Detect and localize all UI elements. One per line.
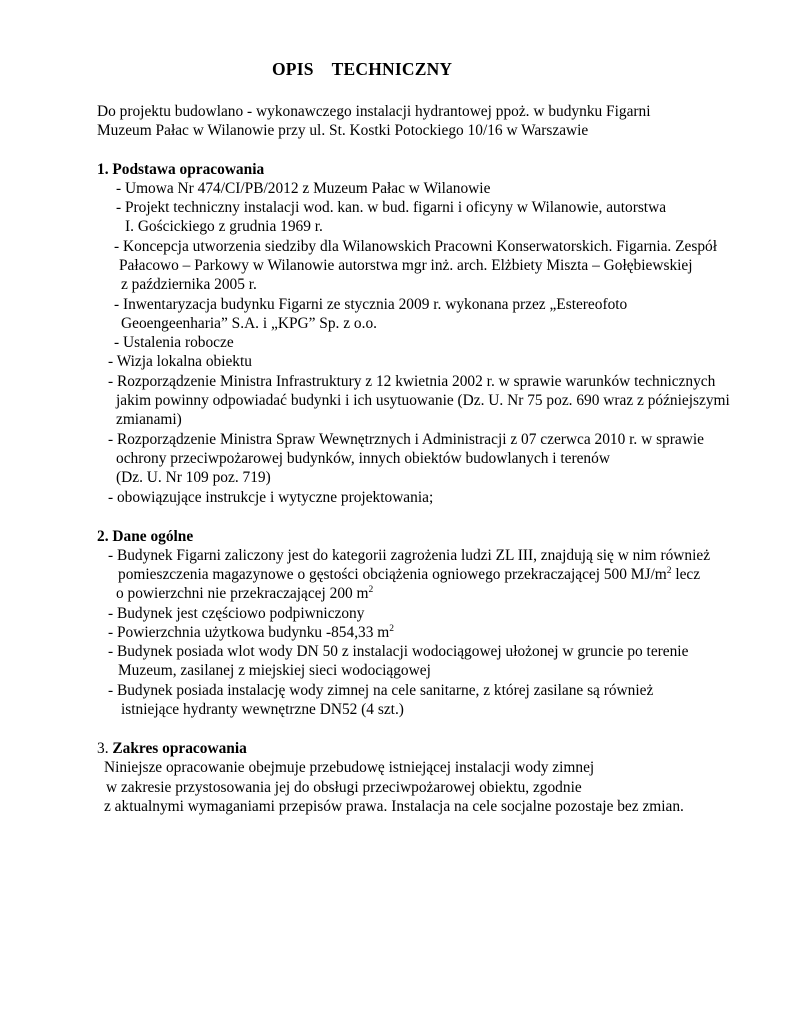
section-2-line: - Budynek posiada wlot wody DN 50 z instalacji wodociągowej ułożonej w gruncie po terenie [108,643,689,660]
section-2-line: - Budynek jest częściowo podpiwniczony [108,605,365,622]
section-1-heading: 1. Podstawa opracowania [97,161,265,178]
section-1-line: - obowiązujące instrukcje i wytyczne projektowania; [108,489,434,506]
section-1-line: - Umowa Nr 474/CI/PB/2012 z Muzeum Pałac w Wilanowie [116,180,491,197]
section-1-line: Geoengeenharia” S.A. i „KPG” Sp. z o.o. [121,315,378,332]
section-1-line: jakim powinny odpowiadać budynki i ich usytuowanie (Dz. U. Nr 75 poz. 690 wraz z późniejszymi [116,392,730,409]
intro-line-1: Do projektu budowlano - wykonawczego instalacji hydrantowej ppoż. w budynku Figarni [97,103,651,120]
section-1-line: - Ustalenia robocze [114,334,234,351]
section-1-line: zmianami) [116,411,182,428]
section-2-line: - Budynek posiada instalację wody zimnej na cele sanitarne, z której zasilane są również [108,682,654,699]
section-3-line: w zakresie przystosowania jej do obsługi przeciwpożarowej obiektu, zgodnie [106,779,582,796]
section-1-line: z października 2005 r. [121,276,257,293]
section-2-line: o powierzchni nie przekraczającej 200 $m^2$ [116,584,374,602]
intro-line-2: Muzeum Pałac w Wilanowie przy ul. St. Kostki Potockiego 10/16 w Warszawie [97,122,589,139]
section-2-line: - Budynek Figarni zaliczony jest do kategorii zagrożenia ludzi ZL III, znajdują się w nim również [108,547,711,564]
document-title: OPIS TECHNICZNY [272,59,453,79]
section-1-line: - Inwentaryzacja budynku Figarni ze stycznia 2009 r. wykonana przez „Estereofoto [114,296,628,313]
section-3-line: z aktualnymi wymaganiami przepisów prawa. Instalacja na cele socjalne pozostaje bez zmian. [104,798,684,815]
section-1-line: - Projekt techniczny instalacji wod. kan. w bud. figarni i oficyny w Wilanowie, autorstwa [116,199,667,216]
section-2-line: pomieszczenia magazynowe o gęstości obciążenia ogniowego przekraczającej 500 $MJ/m^2$ lecz [118,565,701,583]
section-1-line: (Dz. U. Nr 109 poz. 719) [116,469,271,486]
section-1-line: - Koncepcja utworzenia siedziby dla Wilanowskich Pracowni Konserwatorskich. Figarnia. Zespół [114,238,718,255]
section-1-line: I. Gościckiego z grudnia 1969 r. [125,218,323,235]
section-1-line: - Rozporządzenie Ministra Infrastruktury z 12 kwietnia 2002 r. w sprawie warunków technicznych [108,373,716,390]
section-2-heading: 2. Dane ogólne [97,528,194,545]
section-2-line: Muzeum, zasilanej z miejskiej sieci wodociągowej [118,662,431,679]
section-2-line: - Powierzchnia użytkowa budynku -854,33 $m^2$ [108,623,394,641]
section-1-line: - Rozporządzenie Ministra Spraw Wewnętrznych i Administracji z 07 czerwca 2010 r. w sprawie [108,431,704,448]
section-2-line: istniejące hydranty wewnętrzne DN52 (4 szt.) [121,701,404,718]
section-1-line: - Wizja lokalna obiektu [108,353,252,370]
section-1-line: ochrony przeciwpożarowej budynków, innych obiektów budowlanych i terenów [116,450,610,467]
section-1-line: Pałacowo – Parkowy w Wilanowie autorstwa mgr inż. arch. Elżbiety Miszta – Gołębiewskiej [119,257,693,274]
section-3-heading: 3. Zakres opracowania [97,740,247,757]
section-3-line: Niniejsze opracowanie obejmuje przebudowę istniejącej instalacji wody zimnej [104,759,595,776]
